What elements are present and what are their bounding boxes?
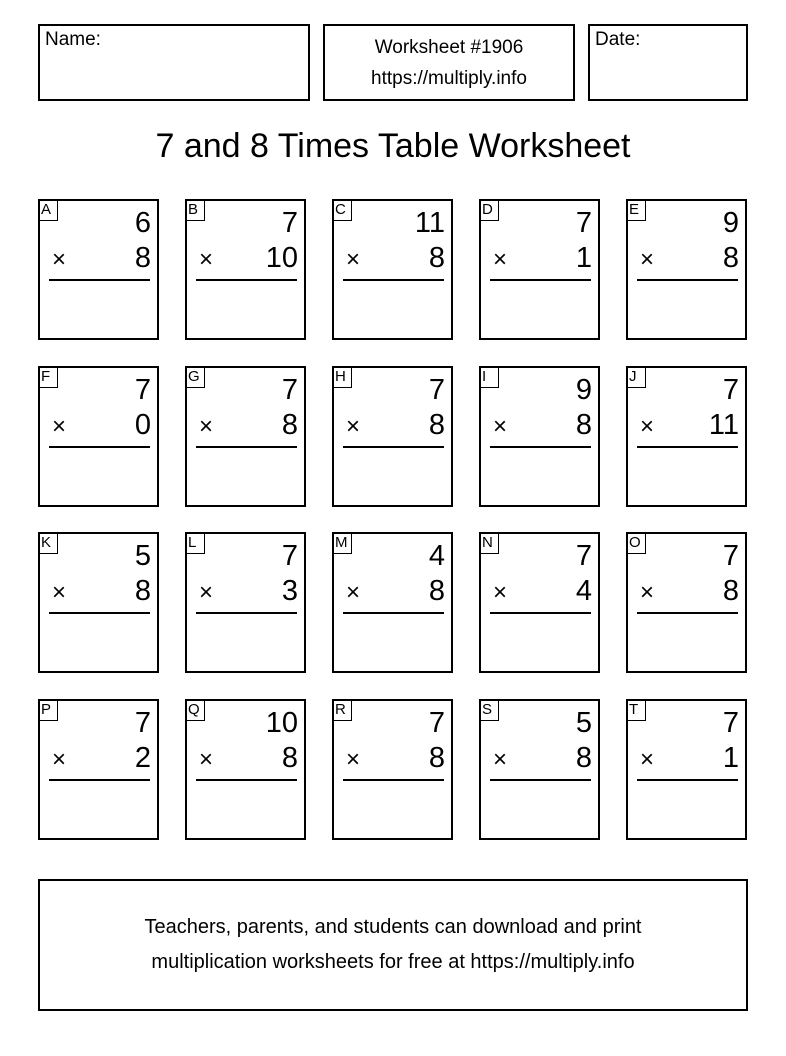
multiplier: 8 <box>722 575 739 607</box>
problem-letter: F <box>38 366 58 388</box>
multiplicand: 5 <box>134 540 151 572</box>
times-sign: × <box>493 746 508 773</box>
multiplier: 1 <box>575 242 592 274</box>
answer-rule <box>637 779 738 781</box>
problem-letter: L <box>185 532 205 554</box>
times-sign: × <box>346 413 361 440</box>
multiplicand: 7 <box>722 707 739 739</box>
problem-letter: J <box>626 366 646 388</box>
problem-letter: I <box>479 366 499 388</box>
multiplicand: 11 <box>414 207 445 239</box>
answer-rule <box>49 279 150 281</box>
problem-letter: C <box>332 199 352 221</box>
problem-letter: G <box>185 366 205 388</box>
date-label: Date: <box>595 29 641 50</box>
problem-box <box>38 199 159 340</box>
multiplicand: 7 <box>722 374 739 406</box>
answer-rule <box>49 612 150 614</box>
multiplier: 8 <box>722 242 739 274</box>
problem-letter: T <box>626 699 646 721</box>
times-sign: × <box>346 246 361 273</box>
multiplier: 3 <box>281 575 298 607</box>
multiplicand: 7 <box>575 207 592 239</box>
problem-box <box>38 699 159 840</box>
multiplicand: 6 <box>134 207 151 239</box>
times-sign: × <box>199 413 214 440</box>
name-label: Name: <box>45 29 101 50</box>
problem-box <box>332 199 453 340</box>
multiplicand: 7 <box>428 374 445 406</box>
multiplicand: 5 <box>575 707 592 739</box>
problem-letter: S <box>479 699 499 721</box>
answer-rule <box>343 279 444 281</box>
answer-rule <box>196 446 297 448</box>
problem-letter: Q <box>185 699 205 721</box>
times-sign: × <box>52 413 67 440</box>
multiplicand: 9 <box>722 207 739 239</box>
answer-rule <box>490 612 591 614</box>
answer-rule <box>196 279 297 281</box>
problem-box <box>185 532 306 673</box>
multiplicand: 7 <box>281 207 298 239</box>
problem-letter: P <box>38 699 58 721</box>
answer-rule <box>343 779 444 781</box>
problem-box <box>626 699 747 840</box>
answer-rule <box>49 779 150 781</box>
problem-letter: A <box>38 199 58 221</box>
multiplicand: 7 <box>281 374 298 406</box>
page-title: 7 and 8 Times Table Worksheet <box>155 127 631 165</box>
problem-box <box>626 532 747 673</box>
multiplier: 8 <box>575 742 592 774</box>
problem-box <box>332 366 453 507</box>
problem-letter: B <box>185 199 205 221</box>
multiplier: 11 <box>708 409 739 441</box>
times-sign: × <box>52 579 67 606</box>
times-sign: × <box>199 746 214 773</box>
multiplier: 8 <box>575 409 592 441</box>
site-url: https://multiply.info <box>371 68 527 89</box>
answer-rule <box>490 779 591 781</box>
problem-letter: M <box>332 532 352 554</box>
times-sign: × <box>493 246 508 273</box>
multiplicand: 7 <box>575 540 592 572</box>
times-sign: × <box>346 579 361 606</box>
multiplier: 8 <box>428 575 445 607</box>
problem-box <box>38 532 159 673</box>
multiplier: 1 <box>722 742 739 774</box>
multiplicand: 9 <box>575 374 592 406</box>
multiplier: 8 <box>428 242 445 274</box>
worksheet-id: Worksheet #1906 <box>374 37 524 58</box>
multiplicand: 7 <box>134 707 151 739</box>
multiplicand: 10 <box>265 707 298 739</box>
problem-box <box>185 699 306 840</box>
multiplicand: 7 <box>722 540 739 572</box>
problem-box <box>479 199 600 340</box>
answer-rule <box>196 612 297 614</box>
problem-box <box>479 699 600 840</box>
multiplier: 8 <box>428 742 445 774</box>
problem-box <box>185 366 306 507</box>
name-box <box>38 24 310 101</box>
times-sign: × <box>52 246 67 273</box>
multiplier: 4 <box>575 575 592 607</box>
times-sign: × <box>640 413 655 440</box>
problem-box <box>185 199 306 340</box>
times-sign: × <box>640 746 655 773</box>
footer-line-1: Teachers, parents, and students can download and print <box>144 916 642 938</box>
multiplier: 8 <box>134 242 151 274</box>
problem-letter: D <box>479 199 499 221</box>
problem-box <box>332 699 453 840</box>
times-sign: × <box>199 579 214 606</box>
answer-rule <box>490 279 591 281</box>
multiplier: 8 <box>428 409 445 441</box>
times-sign: × <box>493 413 508 440</box>
multiplier: 0 <box>134 409 151 441</box>
multiplicand: 7 <box>281 540 298 572</box>
answer-rule <box>196 779 297 781</box>
problem-letter: K <box>38 532 58 554</box>
answer-rule <box>490 446 591 448</box>
answer-rule <box>637 612 738 614</box>
problem-box <box>626 366 747 507</box>
answer-rule <box>49 446 150 448</box>
answer-rule <box>343 446 444 448</box>
times-sign: × <box>52 746 67 773</box>
multiplier: 2 <box>134 742 151 774</box>
problem-letter: N <box>479 532 499 554</box>
problem-letter: H <box>332 366 352 388</box>
problem-box <box>479 532 600 673</box>
problem-box <box>626 199 747 340</box>
problem-box <box>479 366 600 507</box>
times-sign: × <box>640 579 655 606</box>
multiplicand: 7 <box>428 707 445 739</box>
footer-box <box>38 879 748 1011</box>
times-sign: × <box>199 246 214 273</box>
problem-letter: O <box>626 532 646 554</box>
multiplier: 10 <box>265 242 298 274</box>
worksheet-id-box <box>323 24 575 101</box>
multiplicand: 7 <box>134 374 151 406</box>
date-box <box>588 24 748 101</box>
times-sign: × <box>346 746 361 773</box>
answer-rule <box>637 279 738 281</box>
multiplicand: 4 <box>428 540 445 572</box>
problem-box <box>332 532 453 673</box>
times-sign: × <box>493 579 508 606</box>
problem-letter: E <box>626 199 646 221</box>
problem-letter: R <box>332 699 352 721</box>
multiplier: 8 <box>134 575 151 607</box>
multiplier: 8 <box>281 409 298 441</box>
answer-rule <box>343 612 444 614</box>
times-sign: × <box>640 246 655 273</box>
problem-box <box>38 366 159 507</box>
answer-rule <box>637 446 738 448</box>
multiplier: 8 <box>281 742 298 774</box>
footer-line-2: multiplication worksheets for free at https://multiply.info <box>151 951 635 973</box>
